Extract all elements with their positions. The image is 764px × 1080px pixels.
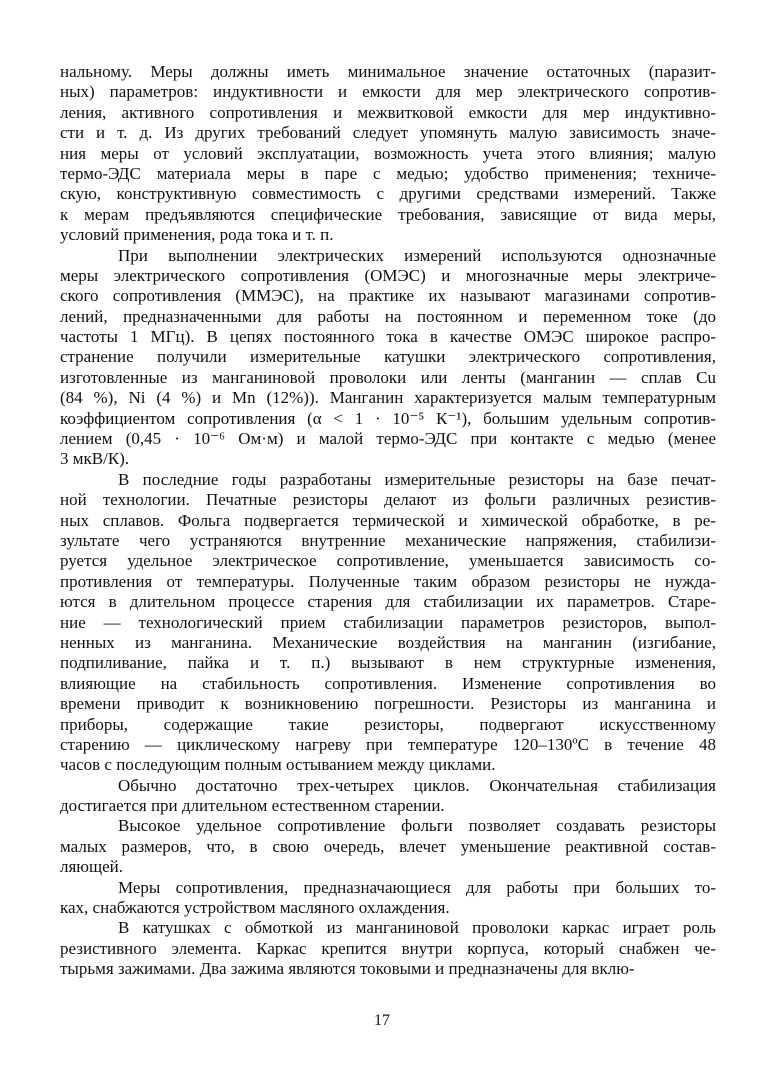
- text-line: лением (0,45 · 10⁻⁶ Ом·м) и малой термо-ЭДС при контакте с медью (менее: [60, 429, 716, 449]
- text-line: В катушках с обмоткой из манганиновой проволоки каркас играет роль: [118, 918, 716, 938]
- paragraph: [60, 878, 716, 919]
- text-line: руется удельное электрическое сопротивление, уменьшается зависимость со-: [60, 551, 716, 571]
- text-line: зультате чего устраняются внутренние механические напряжения, стабилизи-: [60, 530, 716, 550]
- text-line: резистивного элемента. Каркас крепится внутри корпуса, который снабжен че-: [60, 938, 716, 958]
- text-line: В последние годы разработаны измерительные резисторы на базе печат-: [118, 469, 716, 489]
- text-line: к мерам предъявляются специфические требования, зависящие от вида меры,: [60, 204, 716, 224]
- text-line: малых размеров, что, в свою очередь, влечет уменьшение реактивной состав-: [60, 836, 716, 856]
- text-line: лений, предназначенными для работы на постоянном и переменном токе (до: [60, 306, 716, 326]
- text-line: ляющей.: [60, 857, 123, 877]
- text-line: (84 %), Ni (4 %) и Mn (12%)). Манганин характеризуется малым температурным: [60, 388, 716, 408]
- text-line: ние — технологический прием стабилизации параметров резисторов, выпол-: [60, 612, 716, 632]
- text-line: ются в длительном процессе старения для стабилизации их параметров. Старе-: [60, 592, 716, 612]
- text-line: времени приводит к возникновению погрешности. Резисторы из манганина и: [60, 694, 716, 714]
- text-line: ной технологии. Печатные резисторы делают из фольги различных резистив-: [60, 490, 716, 510]
- text-line: При выполнении электрических измерений используются однозначные: [118, 245, 716, 265]
- page-number: 17: [374, 1012, 390, 1029]
- text-line: Высокое удельное сопротивление фольги позволяет создавать резисторы: [118, 816, 716, 836]
- text-line: влияющие на стабильность сопротивления. Изменение сопротивления во: [60, 673, 716, 693]
- paragraph: [60, 62, 716, 246]
- text-line: скую, конструктивную совместимость с другими средствами измерений. Также: [60, 184, 716, 204]
- text-line: приборы, содержащие такие резисторы, подвергают искусственному: [60, 714, 716, 734]
- text-line: часов с последующим полным остыванием между циклами.: [60, 755, 496, 775]
- text-line: тырьмя зажимами. Два зажима являются токовыми и предназначены для вклю-: [60, 959, 635, 979]
- text-line: сти и т. д. Из других требований следует упомянуть малую зависимость значе-: [60, 123, 716, 143]
- text-line: коэффициентом сопротивления (α < 1 · 10⁻⁵ К⁻¹), большим удельным сопротив-: [60, 408, 716, 428]
- text-line: изготовленные из манганиновой проволоки или ленты (манганин — сплав Cu: [60, 367, 716, 387]
- text-line: ния меры от условий эксплуатации, возможность учета этого влияния; малую: [60, 143, 716, 163]
- text-line: термо-ЭДС материала меры в паре с медью; удобство применения; техниче-: [60, 163, 716, 183]
- text-line: подпиливание, пайка и т. п.) вызывают в нем структурные изменения,: [60, 653, 716, 673]
- text-line: 3 мкВ/К).: [60, 449, 130, 469]
- paragraph: [60, 918, 716, 979]
- text-line: старению — циклическому нагреву при температуре 120–130ºС в течение 48: [60, 734, 716, 754]
- text-line: ных) параметров: индуктивности и емкости для мер электрического сопротив-: [60, 82, 716, 102]
- text-line: меры электрического сопротивления (ОМЭС) и многозначные меры электриче-: [60, 265, 716, 285]
- text-line: достигается при длительном естественном старении.: [60, 796, 445, 816]
- text-line: условий применения, рода тока и т. п.: [60, 225, 334, 245]
- text-line: ления, активного сопротивления и межвитковой емкости для мер индуктивно-: [60, 102, 716, 122]
- text-line: Обычно достаточно трех-четырех циклов. Окончательная стабилизация: [118, 775, 716, 795]
- body-text: [60, 62, 716, 980]
- paragraph: [60, 470, 716, 776]
- text-line: ского сопротивления (ММЭС), на практике их называют магазинами сопротив-: [60, 286, 716, 306]
- text-line: противления от температуры. Полученные таким образом резисторы не нужда-: [60, 571, 716, 591]
- paragraph: [60, 776, 716, 817]
- text-line: ненных из манганина. Механические воздействия на манганин (изгибание,: [60, 632, 716, 652]
- text-line: ках, снабжаются устройством масляного охлаждения.: [60, 898, 450, 918]
- text-line: странение получили измерительные катушки электрического сопротивления,: [60, 347, 716, 367]
- paragraph: [60, 816, 716, 877]
- paragraph: [60, 246, 716, 470]
- text-line: нальному. Меры должны иметь минимальное значение остаточных (паразит-: [60, 62, 716, 81]
- text-line: Меры сопротивления, предназначающиеся для работы при больших то-: [118, 877, 716, 897]
- text-line: частоты 1 МГц). В цепях постоянного тока в качестве ОМЭС широкое распро-: [60, 327, 716, 347]
- text-line: ных сплавов. Фольга подвергается термической и химической обработке, в ре-: [60, 510, 716, 530]
